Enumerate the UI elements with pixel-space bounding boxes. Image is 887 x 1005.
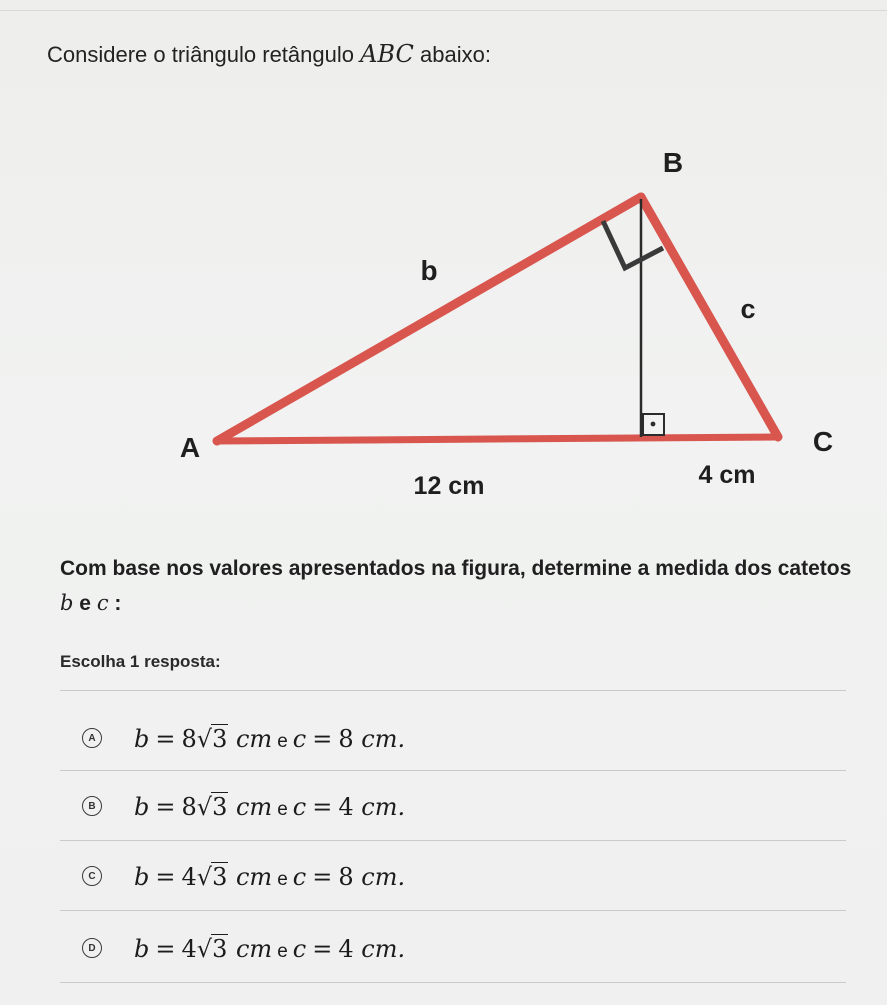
option-a-connector: e (277, 730, 288, 752)
option-c-radicand: 3 (212, 862, 228, 891)
radio-a[interactable]: A (82, 728, 102, 748)
divider-b (60, 840, 846, 841)
option-c-b-coef: 4 (181, 862, 197, 891)
option-d-sqrt: √ 3 (196, 934, 228, 963)
option-a-c-val: 8 (338, 724, 354, 753)
option-c-b-unit: cm (235, 862, 273, 891)
option-b[interactable] (82, 786, 842, 826)
triangle-side-c (641, 197, 778, 437)
label-side-b: b (420, 255, 438, 286)
option-b-b-unit: cm (235, 792, 273, 821)
option-b-c-val: 4 (338, 792, 354, 821)
question-var-b: b (60, 591, 74, 615)
option-d-c-unit: cm. (361, 934, 406, 963)
triangle-side-b (217, 197, 641, 441)
option-d-expression: b = 4 √ 3 cm e c = 4 cm. (134, 934, 406, 963)
label-side-c: c (740, 294, 756, 324)
option-b-radicand: 3 (212, 792, 228, 821)
label-segment-12cm: 12 cm (413, 472, 485, 500)
right-angle-dot (651, 422, 656, 427)
option-b-c-unit: cm. (361, 792, 406, 821)
option-a-b-unit: cm (235, 724, 273, 753)
option-a-b-coef: 8 (181, 724, 197, 753)
option-b-expression: b = 8 √ 3 cm e c = 4 cm. (134, 792, 406, 821)
question-connector: e (73, 592, 97, 615)
triangle-base (217, 437, 778, 441)
option-d-b-unit: cm (235, 934, 273, 963)
option-b-b-coef: 8 (181, 792, 197, 821)
option-d[interactable] (82, 928, 842, 968)
prompt-math: ABC (360, 40, 414, 68)
option-b-sqrt: √ 3 (196, 792, 228, 821)
option-d-radicand: 3 (212, 934, 228, 963)
choose-label: Escolha 1 resposta: (60, 652, 221, 671)
option-a[interactable] (82, 718, 842, 758)
divider-d (60, 982, 846, 983)
option-c[interactable] (82, 856, 842, 896)
option-a-sqrt: √ 3 (196, 724, 228, 753)
option-d-c-val: 4 (338, 934, 354, 963)
option-c-sqrt: √ 3 (196, 862, 228, 891)
option-b-connector: e (277, 798, 288, 820)
option-c-expression: b = 4 √ 3 cm e c = 8 cm. (134, 862, 406, 891)
option-c-c-unit: cm. (361, 862, 406, 891)
radio-c[interactable]: C (82, 866, 102, 886)
question-var-c: c (96, 591, 109, 615)
label-segment-4cm: 4 cm (698, 461, 756, 489)
option-c-c-val: 8 (338, 862, 354, 891)
option-c-connector: e (277, 868, 288, 890)
prompt-before: Considere o triângulo retângulo (47, 42, 361, 67)
label-vertex-a: A (179, 432, 201, 463)
label-vertex-c: C (812, 426, 834, 457)
option-d-connector: e (277, 940, 288, 962)
prompt-after: abaixo: (413, 42, 491, 67)
option-d-b-coef: 4 (181, 934, 197, 963)
question-body: Com base nos valores apresentados na figura, determine a medida dos catetos (60, 557, 852, 580)
question-colon: : (108, 592, 122, 615)
divider-top (60, 690, 846, 691)
option-a-c-unit: cm. (361, 724, 406, 753)
radio-d[interactable]: D (82, 938, 102, 958)
option-a-radicand: 3 (212, 724, 228, 753)
divider-c (60, 910, 846, 911)
label-vertex-b: B (662, 147, 684, 178)
question-text (60, 552, 860, 621)
divider-a (60, 770, 846, 771)
radio-b[interactable]: B (82, 796, 102, 816)
option-a-expression: b = 8 √ 3 cm e c = 8 cm. (134, 724, 406, 753)
